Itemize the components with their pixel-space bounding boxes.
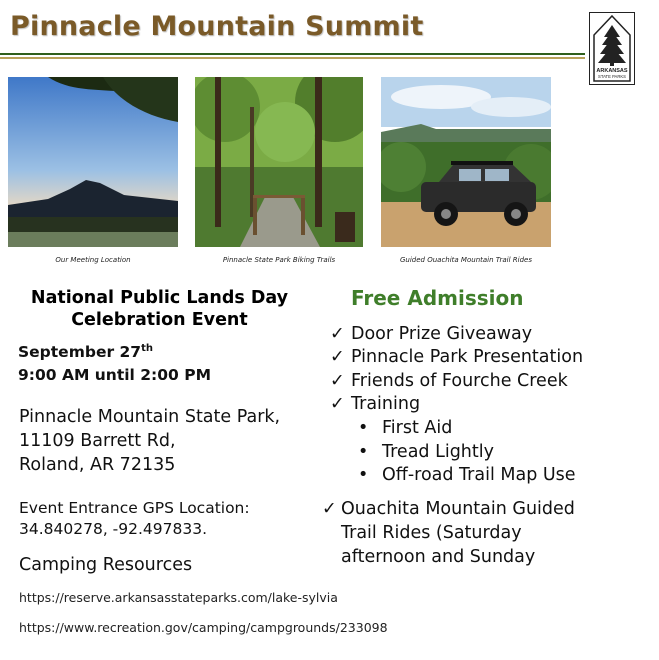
photo-meeting-location xyxy=(8,77,178,247)
training-subitem-label: Tread Lightly xyxy=(382,442,494,462)
checkmark-icon: ✓ xyxy=(330,324,345,344)
training-subitem xyxy=(358,418,452,438)
camping-link-lake-sylvia[interactable]: https://reserve.arkansasstateparks.com/lake-sylvia xyxy=(19,590,338,605)
logo-text-line2: STATE PARKS xyxy=(598,74,626,79)
list-item-label: Training xyxy=(351,394,421,414)
event-date-suffix: th xyxy=(141,343,153,354)
caption-trail-rides: Guided Ouachita Mountain Trail Rides xyxy=(399,256,532,264)
bullet-icon: • xyxy=(358,442,369,462)
checkmark-icon: ✓ xyxy=(330,347,345,367)
address-line2: 11109 Barrett Rd, xyxy=(19,431,176,451)
training-subitem xyxy=(358,442,494,462)
list-item xyxy=(330,371,568,391)
ride-line3: afternoon and Sunday xyxy=(341,547,536,567)
gps-value: 34.840278, -92.497833. xyxy=(19,520,208,538)
ride-checkmark xyxy=(322,499,343,519)
header-divider-gold xyxy=(0,57,585,59)
photo-biking-trails xyxy=(195,77,363,247)
event-title-line1: National Public Lands Day xyxy=(30,288,289,308)
photo-trail-rides xyxy=(381,77,551,247)
list-item-label: Friends of Fourche Creek xyxy=(351,371,568,391)
event-title xyxy=(8,287,311,331)
list-item xyxy=(330,394,420,414)
pine-tree-icon xyxy=(598,25,626,66)
list-item-label: Pinnacle Park Presentation xyxy=(351,347,584,367)
checkmark-icon: ✓ xyxy=(330,371,345,391)
ride-line2: Trail Rides (Saturday xyxy=(341,523,522,543)
list-item xyxy=(330,347,583,367)
arkansas-state-parks-logo xyxy=(589,12,635,85)
event-title-line2: Celebration Event xyxy=(71,310,248,330)
checkmark-icon: ✓ xyxy=(330,394,345,414)
training-subitem-label: First Aid xyxy=(382,418,453,438)
caption-biking-trails: Pinnacle State Park Biking Trails xyxy=(222,256,336,264)
bullet-icon: • xyxy=(358,465,369,485)
training-subitem xyxy=(358,465,576,485)
page-title: Pinnacle Mountain Summit xyxy=(10,11,424,42)
list-item-label: Door Prize Giveaway xyxy=(351,324,533,344)
bullet-icon: • xyxy=(358,418,369,438)
caption-meeting-location: Our Meeting Location xyxy=(55,256,131,264)
address-line1: Pinnacle Mountain State Park, xyxy=(19,407,281,427)
ride-line1: Ouachita Mountain Guided xyxy=(341,499,575,519)
training-subitem-label: Off-road Trail Map Use xyxy=(382,465,576,485)
list-item xyxy=(330,324,532,344)
gps-label: Event Entrance GPS Location: xyxy=(19,499,250,517)
event-time: 9:00 AM until 2:00 PM xyxy=(18,366,212,384)
header-divider-green xyxy=(0,53,585,55)
camping-link-recreation-gov[interactable]: https://www.recreation.gov/camping/campgrounds/233098 xyxy=(19,620,388,635)
checkmark-icon: ✓ xyxy=(322,499,337,519)
logo-text-line1: ARKANSAS xyxy=(596,68,628,74)
event-date xyxy=(18,343,153,361)
event-date-text: September 27 xyxy=(18,343,142,362)
address-line3: Roland, AR 72135 xyxy=(19,455,176,475)
free-admission-heading: Free Admission xyxy=(351,286,524,310)
camping-resources-label: Camping Resources xyxy=(19,555,193,575)
